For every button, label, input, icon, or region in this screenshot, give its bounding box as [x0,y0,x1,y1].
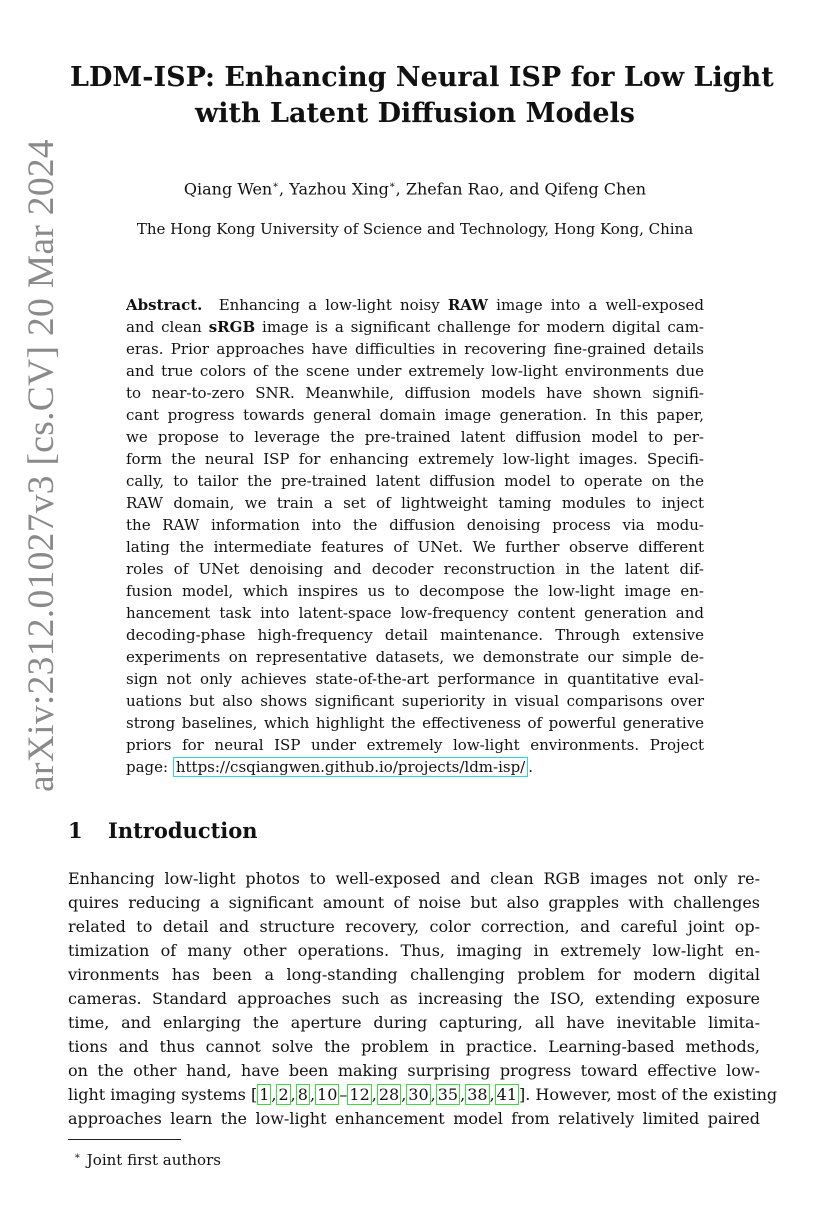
intro-line-citations: light imaging systems [ 1 , 2 , 8 , 10 – 12 , 28 , 30 , 35 , 38 , 41 ]. However, most of the existing [68,1085,778,1104]
abstract-line [126,294,704,316]
section-title: Introduction [108,818,258,843]
footnote-mark: ∗ [74,1151,81,1162]
intro-line: time, and enlarging the aperture during capturing, all have inevitable limita- [68,1013,760,1032]
citation-link[interactable]: 1 [259,1085,270,1104]
abstract-line: strong baselines, which highlight the effectiveness of powerful generative [126,714,704,732]
abstract-line: and true colors of the scene under extremely low-light environments due [126,362,704,380]
intro-text: ]. However, most of the existing [519,1085,778,1104]
author-name: Zhefan Rao [405,179,500,199]
abstract-line: we propose to leverage the pre-trained latent diffusion model to per- [126,428,704,446]
author-mark: ∗ [272,180,280,191]
abstract-line: cally, to tailor the pre-trained latent diffusion model to operate on the [126,472,704,490]
author-separator: , and [499,179,545,199]
abstract-line: roles of UNet denoising and decoder reconstruction in the latent dif- [126,560,704,578]
paper-title [70,60,774,132]
intro-line: quires reducing a significant amount of noise but also grapples with challenges [68,893,760,912]
intro-line: timization of many other operations. Thus, imaging in extremely low-light en- [68,941,760,960]
abstract-keyword-raw: RAW [447,296,489,314]
author-name: Qiang Wen [183,179,273,199]
author-list [70,175,760,200]
footnote-divider [68,1139,181,1140]
citation-link[interactable]: 28 [378,1085,400,1104]
abstract-line: decoding-phase high-frequency detail maintenance. Through extensive [126,626,704,644]
introduction-body [68,867,778,1131]
citation-link[interactable]: 12 [349,1085,370,1104]
abstract-text: Enhancing a low-light noisy [218,296,448,314]
abstract-line: cant progress towards general domain image generation. In this paper, [126,406,704,424]
abstract-line: the RAW information into the diffusion denoising process via modu- [126,516,704,534]
footnote-text: Joint first authors [86,1151,221,1169]
abstract-text: page: [126,758,173,776]
abstract-line: lating the intermediate features of UNet. We further observe different [126,538,704,556]
citation-link[interactable]: 2 [278,1085,289,1104]
affiliation: The Hong Kong University of Science and Technology, Hong Kong, China [136,220,694,238]
abstract-line: priors for neural ISP under extremely low-light environments. Project [126,736,704,754]
abstract-line: RAW domain, we train a set of lightweight taming modules to inject [126,494,704,512]
abstract-line: fusion model, which inspires us to decompose the low-light image en- [126,582,704,600]
abstract-line [126,756,704,778]
abstract-line: experiments on representative datasets, we demonstrate our simple de- [126,648,704,666]
abstract-text: . [528,758,534,776]
abstract-line [126,316,704,338]
abstract-line: to near-to-zero SNR. Meanwhile, diffusion models have shown signifi- [126,384,704,402]
citation-link[interactable]: 35 [437,1085,459,1104]
author-separator: , [395,179,406,199]
intro-line: cameras. Standard approaches such as increasing the ISO, extending exposure [68,989,760,1008]
section-heading-introduction [68,815,258,847]
section-number: 1 [68,818,83,843]
abstract [126,294,704,778]
intro-line: vironments has been a long-standing challenging problem for modern digital [68,965,760,984]
intro-line: Enhancing low-light photos to well-exposed and clean RGB images not only re- [68,869,760,888]
citation-link[interactable]: 38 [467,1085,488,1104]
footnote [74,1146,221,1171]
abstract-heading: Abstract. [126,296,203,314]
intro-line: tions and thus cannot solve the problem in practice. Learning-based methods, [68,1037,760,1056]
citation-link[interactable]: 10 [317,1085,338,1104]
abstract-line: eras. Prior approaches have difficulties in recovering fine-grained details [126,340,704,358]
arxiv-identifier-stamp: arXiv:2312.01027v3 [cs.CV] 20 Mar 2024 [21,139,62,792]
project-page-link[interactable]: https://csqiangwen.github.io/projects/ldm-isp/ [173,757,528,777]
abstract-text: image into a well-exposed [488,296,704,314]
author-name: Yazhou Xing [289,179,389,199]
citation-link[interactable]: 41 [496,1085,518,1104]
abstract-text: and clean [126,318,209,336]
intro-line: on the other hand, have been making surprising progress toward effective low- [68,1061,760,1080]
abstract-keyword-srgb: sRGB [208,318,256,336]
abstract-text: image is a significant challenge for modern digital cam- [255,318,704,336]
intro-text: light imaging systems [ [68,1085,258,1104]
citation-link[interactable]: 8 [297,1085,308,1104]
intro-line: related to detail and structure recovery, color correction, and careful joint op- [68,917,760,936]
abstract-line: hancement task into latent-space low-frequency content generation and [126,604,704,622]
abstract-line: uations but also shows significant superiority in visual comparisons over [126,692,704,710]
abstract-line: sign not only achieves state-of-the-art performance in quantitative eval- [126,670,704,688]
citation-link[interactable]: 30 [408,1085,429,1104]
abstract-line: form the neural ISP for enhancing extremely low-light images. Specifi- [126,450,704,468]
paper-title-line-2: with Latent Diffusion Models [194,98,635,129]
intro-line: approaches learn the low-light enhancement model from relatively limited paired [68,1109,760,1128]
author-name: Qifeng Chen [544,179,647,199]
paper-title-line-1: LDM-ISP: Enhancing Neural ISP for Low Light [70,62,774,93]
author-separator: , [279,179,290,199]
author-mark: ∗ [388,180,396,191]
